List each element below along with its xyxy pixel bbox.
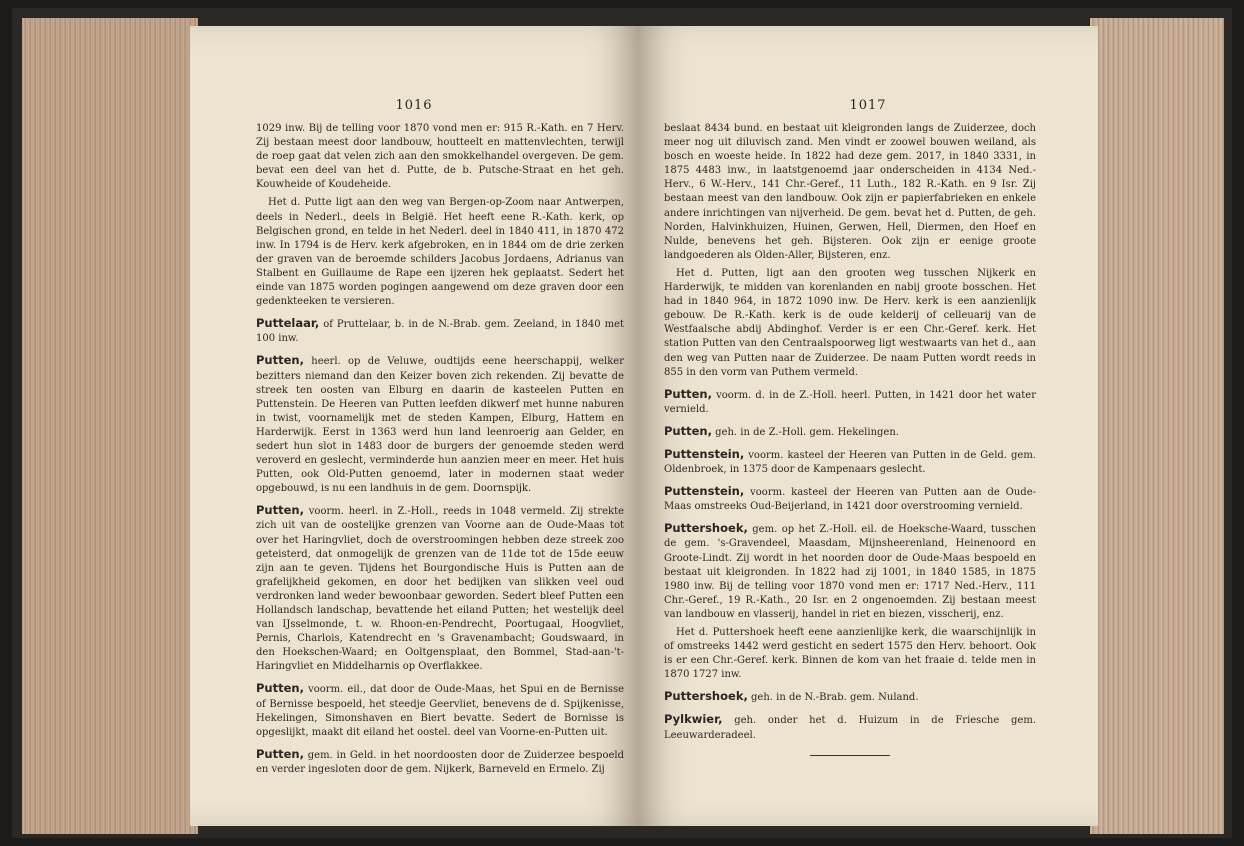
entry-text: geh. in de N.-Brab. gem. Nuland.: [747, 692, 919, 704]
dictionary-entry: [256, 316, 624, 346]
entry-headword: Pylkwier,: [664, 712, 723, 727]
entry-text: geh. in de Z.-Holl. gem. Hekelingen.: [711, 426, 899, 438]
dictionary-entry: [664, 424, 1036, 440]
left-page: [190, 26, 638, 826]
paragraph: [664, 267, 1036, 380]
entry-text: Het d. Putten, ligt aan den grooten weg tusschen Nijkerk en Harderwijk, te midden van korenlanden en nabij groote bosschen. Het had in 1840 964, in 1872 1090 inw. De Herv. kerk is een aanzienlijk gebouw. De R.-Kath. kerk is de oude kelderij of celleuarij van de Westfaalsche abdij Abdinghof. Verder is er een Chr.-Geref. kerk. Het station Putten van den Centraalspoorweg ligt westwaarts van het d., aan den weg van Putten naar de Zuiderzee. De naam Putten wordt reeds in 855 in den vorm van Puthem vermeld.: [664, 267, 1036, 378]
entry-text: voorm. eil., dat door de Oude-Maas, het Spui en de Bernisse of Bernisse bespoeld, het steedje Geervliet, benevens de d. Spijkenisse, Hekelingen, Simonshaven en Biert bevatte. Sedert de Bornisse is opgeslijkt, maakt dit eiland het oostel. deel van Voorne-en-Putten uit.: [256, 684, 624, 738]
entry-headword: Puttenstein,: [664, 446, 745, 461]
entry-text: of Pruttelaar, b. in de N.-Brab. gem. Zeeland, in 1840 met 100 inw.: [256, 319, 624, 345]
left-page-text: [256, 122, 624, 781]
entry-headword: Putten,: [256, 681, 304, 696]
entry-text: Het d. Putte ligt aan den weg van Bergen-op-Zoom naar Antwerpen, deels in Nederl., deels in België. Het heeft eene R.-Kath. kerk, op Belgischen grond, en telde in het Nederl. deel in 1840 411, in 1870 472 inw. In 1794 is de Herv. kerk afgebroken, en in 1844 om de drie zerken der graven van de beroemde schilders Jacobus Jordaens, Adrianus van Stalbent en Guillaume de Rape een ijzeren hek geplaatst. Sedert het einde van 1875 worden pogingen aangewend om deze graven door een gedenkteeken te versieren.: [256, 197, 624, 308]
page-number-right: 1017: [849, 98, 887, 113]
paragraph: [664, 122, 1036, 263]
paragraph: [256, 196, 624, 309]
entry-text: gem. op het Z.-Holl. eil. de Hoeksche-Waard, tusschen de gem. 's-Gravendeel, Maasdam, Mijnsheerenland, Heinenoord en Groote-Lindt. Zij wordt in het noorden door de Oude-Maas bespoeld en bestaat uit kleigronden. In 1822 had zij 1001, in 1840 1585, in 1875 1980 inw. Bij de telling voor 1870 vond men er: 1717 Ned.-Herv., 111 Chr.-Geref., 19 R.-Kath., 20 Isr. en 2 ongenoemden. Zij bestaan meest van landbouw en vlasserij, handel in riet en biezen, visscherij, enz.: [664, 524, 1036, 620]
entry-text: gem. in Geld. in het noordoosten door de Zuiderzee bespoeld en verder ingesloten door de gem. Nijkerk, Barneveld en Ermelo. Zij: [256, 749, 624, 775]
paragraph: [664, 626, 1036, 682]
entry-text: voorm. d. in de Z.-Holl. heerl. Putten, in 1421 door het water vernield.: [664, 389, 1036, 415]
entry-text: voorm. kasteel der Heeren van Putten aan de Oude-Maas omstreeks Oud-Beijerland, in 1421 door overstrooming vernield.: [664, 487, 1036, 513]
dictionary-entry: [664, 712, 1036, 742]
page-number-left: 1016: [395, 98, 433, 113]
entry-headword: Putten,: [256, 746, 304, 761]
page-edges-right: [1090, 18, 1224, 834]
dictionary-entry: [256, 353, 624, 496]
end-rule: [810, 755, 890, 756]
dictionary-entry: [664, 689, 1036, 705]
entry-headword: Puttelaar,: [256, 316, 320, 331]
dictionary-entry: [664, 447, 1036, 477]
dictionary-entry: [256, 747, 624, 777]
dictionary-entry: [256, 503, 624, 674]
entry-text: voorm. heerl. in Z.-Holl., reeds in 1048 vermeld. Zij strekte zich uit van de oostelijke grenzen van Voorne aan de Oude-Maas tot over het Haringvliet, doch de overstroomingen hebben deze streek zoo geteisterd, dat onmogelijk de grenzen van de 11de tot de 15de eeuw zijn aan te geven. Tijdens het Bourgondische Huis is Putten aan de grafelijkheid gekomen, en door het bedijken van slikken veel oud verdronken land weder bewoonbaar geworden. Sedert bleef Putten een Hollandsch landschap, bevattende het eiland Putten; het westelijk deel van IJsselmonde, t. w. Rhoon-en-Pendrecht, Poortugaal, Hoogvliet, Pernis, Charlois, Katendrecht en 's Gravenambacht; Goudswaard, in den Hoekschen-Waard; en Ooltgensplaat, den Bommel, Stad-aan-'t-Haringvliet en Middelharnis op Overflakkee.: [256, 506, 624, 673]
entry-text: Het d. Puttershoek heeft eene aanzienlijke kerk, die waarschijnlijk in of omstreeks 1442 werd gesticht en sedert 1575 den Herv. behoort. Ook is er een Chr.-Geref. kerk. Binnen de kom van het fraaie d. telde men in 1870 1727 inw.: [664, 627, 1036, 681]
page-edges-left: [22, 18, 198, 834]
entry-headword: Putten,: [664, 423, 712, 438]
entry-headword: Puttershoek,: [664, 689, 748, 704]
entry-headword: Puttenstein,: [664, 484, 745, 499]
entry-text: voorm. kasteel der Heeren van Putten in de Geld. gem. Oldenbroek, in 1375 door de Kampenaars geslecht.: [664, 449, 1036, 476]
entry-headword: Putten,: [664, 386, 712, 401]
right-page: [638, 26, 1098, 826]
paragraph: [256, 122, 624, 192]
right-page-text: [664, 122, 1036, 756]
dictionary-entry: [664, 484, 1036, 514]
dictionary-entry: [664, 521, 1036, 622]
dictionary-entry: [256, 681, 624, 739]
entry-headword: Putten,: [256, 353, 304, 368]
entry-text: 1029 inw. Bij de telling voor 1870 vond men er: 915 R.-Kath. en 7 Herv. Zij bestaan meest door landbouw, houtteelt en mattenvlechten, terwijl de roep gaat dat velen zich aan den smokkelhandel overgeven. De gem. bevat een deel van het d. Putte, de b. Putsche-Straat en het geh. Kouwheide of Koudeheide.: [256, 123, 624, 191]
entry-headword: Puttershoek,: [664, 521, 748, 536]
entry-text: geh. onder het d. Huizum in de Friesche gem. Leeuwarderadeel.: [664, 715, 1036, 741]
entry-text: beslaat 8434 bund. en bestaat uit kleigronden langs de Zuiderzee, doch meer nog uit diluvisch zand. Men vindt er zoowel bouwen weiland, als bosch en woeste heide. In 1822 had deze gem. 2017, in 1840 3331, in 1875 4483 inw., in laatstgenoemd jaar onderscheiden in 4134 Ned.-Herv., 6 W.-Herv., 141 Chr.-Geref., 11 Luth., 182 R.-Kath. en 9 Isr. Zij bestaan meest van den landbouw. Ook zijn er papierfabrieken en enkele andere inrichtingen van nijverheid. De gem. bevat het d. Putten, de geh. Norden, Halvinkhuizen, Huinen, Gerwen, Hell, Diermen, den Hoef en Nulde, benevens het geh. Bijsteren. Ook zijn er eenige groote landgoederen als Olden-Aller, Bijsteren, enz.: [664, 123, 1036, 261]
entry-headword: Putten,: [256, 503, 304, 518]
dictionary-entry: [664, 387, 1036, 417]
entry-text: heerl. op de Veluwe, oudtijds eene heerschappij, welker bezitters niemand dan den Keizer boven zich rekenden. Zij bevatte de streek ten oosten van Elburg en daarin de kasteelen Putten en Puttenstein. De Heeren van Putten leefden dikwerf met hunne naburen in twist, voornamelijk met de steden Kampen, Elburg, Hattem en Harderwijk. Eerst in 1363 werd hun land leenroerig aan Gelder, en sedert hun slot in 1483 door de burgers der genoemde steden werd veroverd en geslecht, verminderde hun aanzien meer en meer. Het huis Putten, ook Old-Putten genoemd, later in modernen staat weder opgebouwd, is nu een landhuis in de gem. Doornspijk.: [256, 356, 624, 495]
